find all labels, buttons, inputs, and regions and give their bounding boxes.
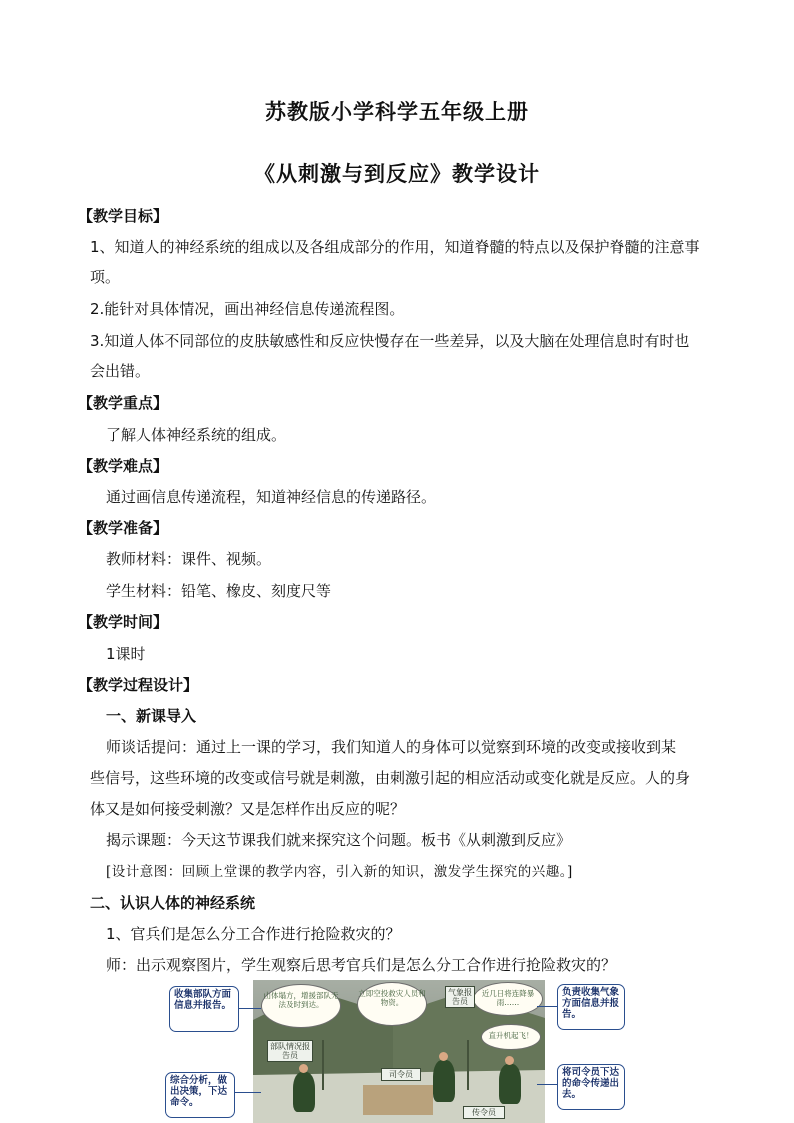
design-intent-note: [设计意图：回顾上堂课的教学内容，引入新的知识，激发学生探究的兴趣。]	[106, 864, 573, 880]
soldier-figure	[499, 1064, 521, 1104]
section-1-topic: 揭示课题：今天这节课我们就来探究这个问题。板书《从刺激到反应》	[106, 831, 572, 849]
callout-arrow	[537, 1006, 557, 1007]
goal-heading: 【教学目标】	[78, 207, 169, 225]
callout-commander: 综合分析，做出决策，下达命令。	[165, 1072, 235, 1118]
sign-commander: 司令员	[381, 1068, 421, 1081]
observation-illustration	[165, 980, 625, 1123]
teacher-materials: 教师材料：课件、视频。	[106, 550, 272, 568]
callout-messenger: 将司令员下达的命令传递出去。	[557, 1064, 625, 1110]
section-2-question: 1、官兵们是怎么分工合作进行抢险救灾的？	[106, 925, 401, 943]
tent-scene	[253, 980, 545, 1123]
goal-1-line-1: 1、知道人的神经系统的组成以及各组成部分的作用，知道脊髓的特点以及保护脊髓的注意事	[90, 238, 700, 256]
callout-arrow	[235, 1092, 261, 1093]
section-1-paragraph-line-1: 师谈话提问：通过上一课的学习，我们知道人的身体可以觉察到环境的改变或接收到某	[106, 738, 677, 756]
process-heading: 【教学过程设计】	[78, 676, 199, 694]
difficulty-text: 通过画信息传递流程，知道神经信息的传递路径。	[106, 488, 437, 506]
soldier-head	[439, 1052, 448, 1061]
speech-bubble-2: 立即空投救灾人员和物资。	[357, 982, 427, 1026]
key-point-text: 了解人体神经系统的组成。	[106, 426, 287, 444]
callout-arrow	[239, 1008, 261, 1009]
goal-3-line-2: 会出错。	[90, 362, 151, 380]
speech-bubble-4: 直升机起飞！	[481, 1024, 541, 1050]
goal-3-line-1: 3.知道人体不同部位的皮肤敏感性和反应快慢存在一些差异，以及大脑在处理信息时有时也	[90, 332, 690, 350]
preparation-heading: 【教学准备】	[78, 519, 169, 537]
section-1-paragraph-line-2: 些信号，这些环境的改变或信号就是刺激，由刺激引起的相应活动或变化就是反应。人的身	[90, 769, 691, 787]
callout-weather: 负责收集气象方面信息并报告。	[557, 984, 625, 1030]
soldier-figure	[293, 1072, 315, 1112]
difficulty-heading: 【教学难点】	[78, 457, 169, 475]
lesson-title: 《从刺激与到反应》教学设计	[254, 162, 540, 186]
time-text: 1课时	[106, 645, 146, 663]
student-materials: 学生材料：铅笔、橡皮、刻度尺等	[106, 582, 332, 600]
section-1-title: 一、新课导入	[106, 707, 197, 725]
time-heading: 【教学时间】	[78, 613, 169, 631]
speech-bubble-1: 山体塌方，增援部队无法及时到达。	[261, 984, 341, 1028]
sign-messenger: 传令员	[463, 1106, 505, 1119]
callout-arrow	[537, 1084, 557, 1085]
callout-reporter: 收集部队方面信息并报告。	[169, 986, 239, 1032]
speech-bubble-3: 近几日将连降暴雨……	[473, 982, 543, 1016]
goal-2: 2.能针对具体情况，画出神经信息传递流程图。	[90, 300, 405, 318]
section-1-paragraph-line-3: 体又是如何接受刺激？又是怎样作出反应的呢？	[90, 800, 406, 818]
soldier-head	[505, 1056, 514, 1065]
soldier-head	[299, 1064, 308, 1073]
document-title: 苏教版小学科学五年级上册	[265, 100, 529, 124]
sign-reporter: 部队情况报告员	[267, 1040, 313, 1062]
sign-weather: 气象报告员	[445, 986, 475, 1008]
section-2-title: 二、认识人体的神经系统	[90, 894, 256, 912]
soldier-figure	[433, 1060, 455, 1102]
section-2-paragraph: 师：出示观察图片，学生观察后思考官兵们是怎么分工合作进行抢险救灾的？	[106, 956, 617, 974]
goal-1-line-2: 项。	[90, 268, 121, 286]
key-point-heading: 【教学重点】	[78, 394, 169, 412]
